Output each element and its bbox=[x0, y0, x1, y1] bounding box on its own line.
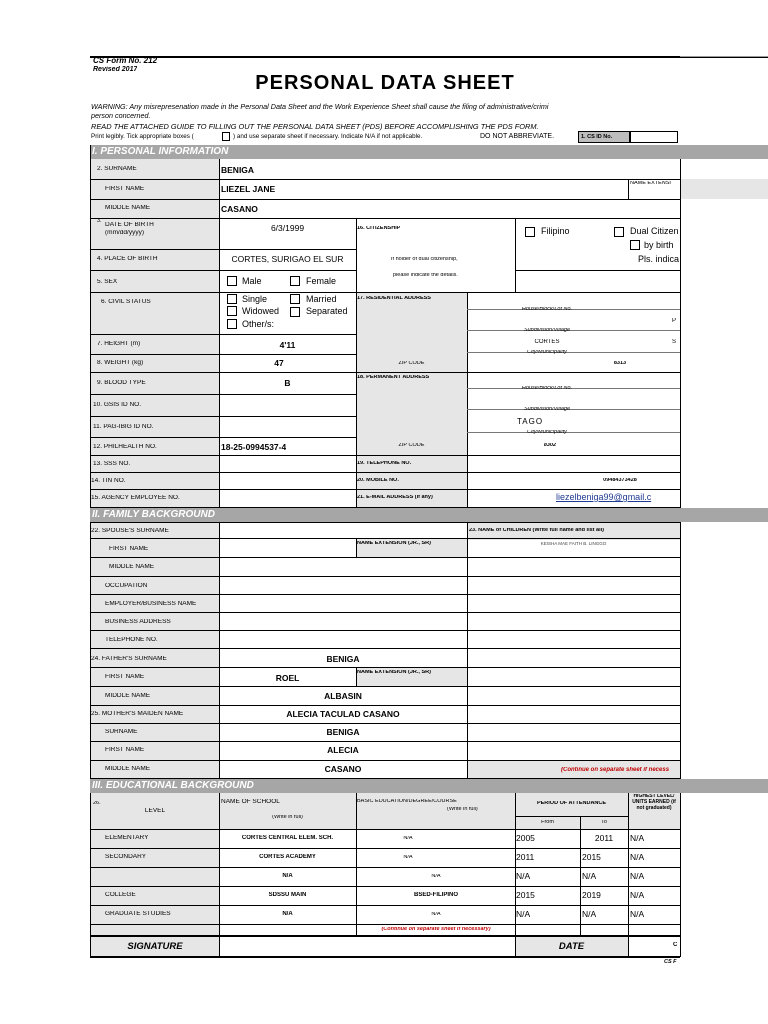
period-attendance-header: PERIOD OF ATTENDANCE bbox=[536, 801, 607, 806]
edu-to-vocational[interactable]: N/A bbox=[582, 872, 597, 881]
print-note: Print legibly. Tick appropriate boxes ( bbox=[91, 133, 194, 140]
first-name-value[interactable]: LIEZEL JANE bbox=[221, 185, 276, 194]
row-line bbox=[90, 416, 356, 417]
cs-id-label: 1. CS ID No. bbox=[581, 134, 613, 140]
pob-value[interactable]: CORTES, SURIGAO EL SUR bbox=[231, 255, 344, 264]
civil-widowed-checkbox[interactable] bbox=[227, 306, 237, 316]
gsis-label: 10. GSIS ID NO. bbox=[93, 402, 142, 408]
mother-first-name-label: FIRST NAME bbox=[105, 747, 145, 753]
row-line bbox=[90, 472, 680, 473]
father-middle-name-value[interactable]: ALBASIN bbox=[324, 692, 362, 701]
education-header: III. EDUCATIONAL BACKGROUND bbox=[90, 779, 768, 793]
father-surname-value[interactable]: BENIGA bbox=[326, 655, 360, 664]
row-line bbox=[90, 760, 680, 761]
edu-to-secondary[interactable]: 2015 bbox=[582, 853, 601, 862]
permanent-zip-label: ZIP CODE bbox=[398, 443, 425, 448]
permanent-zip-value[interactable]: 8302 bbox=[543, 443, 557, 448]
no-abbreviate-note: DO NOT ABBREVIATE. bbox=[480, 133, 555, 140]
civil-single-checkbox[interactable] bbox=[227, 294, 237, 304]
citizenship-filipino-label: Filipino bbox=[541, 227, 570, 236]
mother-surname-value[interactable]: BENIGA bbox=[326, 728, 360, 737]
school-name-sub: (Write in full) bbox=[272, 815, 303, 820]
education-level-header: LEVEL bbox=[144, 808, 166, 814]
row-line bbox=[90, 292, 680, 293]
edu-level-elementary: ELEMENTARY bbox=[105, 835, 149, 841]
blood-type-value[interactable]: B bbox=[284, 379, 291, 388]
pob-label: 4. PLACE OF BIRTH bbox=[97, 256, 158, 262]
mother-maiden-name-label: 25. MOTHER'S MAIDEN NAME bbox=[91, 711, 184, 717]
perm-subdivision-label: Subdivision/Village bbox=[523, 407, 571, 412]
mother-surname-label: SURNAME bbox=[105, 729, 138, 735]
citizenship-indicate-label: Pls. indica bbox=[638, 255, 680, 264]
citizenship-filipino-checkbox[interactable] bbox=[525, 227, 535, 237]
row-line bbox=[90, 394, 356, 395]
spouse-first-name-label: FIRST NAME bbox=[109, 546, 149, 552]
from-header: From bbox=[541, 820, 554, 825]
edu-units-graduate[interactable]: N/A bbox=[630, 910, 645, 919]
footer-right-c: C bbox=[673, 942, 678, 948]
email-value[interactable]: liezelbeniga99@gmail.c bbox=[556, 492, 652, 502]
civil-others-label: Other/s: bbox=[242, 320, 275, 329]
name-ext-shade bbox=[680, 179, 768, 199]
footer-form-ref: CS F bbox=[664, 959, 677, 965]
surname-label: 2. SURNAME bbox=[97, 166, 137, 172]
course-sub: (Write in full) bbox=[447, 807, 478, 812]
row-line bbox=[90, 538, 680, 539]
civil-single-label: Single bbox=[242, 295, 268, 304]
pagibig-label: 11. PAG-IBIG ID NO. bbox=[93, 424, 154, 430]
father-name-ext-label: NAME EXTENSION (JR., SR) bbox=[357, 670, 431, 675]
signature-field[interactable] bbox=[220, 937, 515, 956]
weight-label: 8. WEIGHT (kg) bbox=[97, 360, 144, 366]
page-title: PERSONAL DATA SHEET bbox=[255, 72, 515, 94]
col-divider bbox=[628, 793, 629, 936]
edu-level-secondary: SECONDARY bbox=[105, 854, 147, 860]
mother-first-name-value[interactable]: ALECIA bbox=[327, 746, 359, 755]
mobile-value[interactable]: 09484373428 bbox=[603, 478, 637, 483]
dob-number: 3. bbox=[97, 219, 102, 224]
sex-female-checkbox[interactable] bbox=[290, 276, 300, 286]
row-line bbox=[90, 522, 680, 523]
name-extension-label: NAME EXTENSI bbox=[630, 181, 671, 186]
edu-units-vocational[interactable]: N/A bbox=[630, 872, 645, 881]
sex-male-checkbox[interactable] bbox=[227, 276, 237, 286]
residential-zip-label: ZIP CODE bbox=[398, 361, 425, 366]
form-number: CS Form No. 212 bbox=[93, 56, 158, 65]
row-line bbox=[90, 218, 680, 219]
edu-level-college: COLLEGE bbox=[105, 892, 136, 898]
row-line bbox=[90, 557, 680, 558]
school-name-header: NAME OF SCHOOL bbox=[221, 799, 280, 805]
row-line bbox=[90, 723, 680, 724]
top-border-ext bbox=[680, 56, 768, 57]
civil-others-checkbox[interactable] bbox=[227, 319, 237, 329]
row-line bbox=[90, 630, 680, 631]
top-border bbox=[90, 56, 768, 58]
height-label: 7. HEIGHT (m) bbox=[97, 341, 141, 347]
row-line bbox=[90, 867, 680, 868]
family-continue-note: (Continue on separate sheet if necess bbox=[561, 767, 670, 773]
row-line bbox=[90, 686, 680, 687]
tin-label: 14. TIN NO. bbox=[91, 478, 126, 484]
edu-course-secondary[interactable]: N/A bbox=[403, 855, 413, 860]
edu-school-vocational[interactable]: N/A bbox=[282, 873, 293, 879]
edu-to-college[interactable]: 2019 bbox=[582, 891, 601, 900]
row-line bbox=[90, 648, 680, 649]
warning-text-2: person concerned. bbox=[91, 111, 151, 120]
dob-format: (mm/dd/yyyy) bbox=[105, 230, 144, 236]
row-line bbox=[90, 249, 356, 250]
city-municipality-label: City/Municipality bbox=[527, 350, 567, 355]
occupation-label: OCCUPATION bbox=[105, 583, 148, 589]
col-divider-5 bbox=[515, 219, 516, 292]
perm-house-block-label: House/Block/Lot No. bbox=[521, 386, 573, 391]
children-label: 23. NAME of CHILDREN (Write full name and list all) bbox=[469, 528, 604, 533]
row-line bbox=[90, 612, 680, 613]
first-name-label: FIRST NAME bbox=[105, 186, 145, 192]
residential-address-label: 17. RESIDENTIAL ADDRESS bbox=[357, 296, 431, 301]
subdivision-label: Subdivision/Village bbox=[523, 328, 571, 333]
date-label: DATE bbox=[558, 941, 585, 952]
col-divider-6 bbox=[628, 179, 629, 199]
col-divider bbox=[680, 793, 681, 936]
citizenship-label: 16. CITIZENSHIP bbox=[357, 226, 401, 231]
revised-date: Revised 2017 bbox=[93, 66, 138, 73]
education-continue-note: (Continue on separate sheet if necessary) bbox=[381, 927, 491, 932]
address-label-column bbox=[356, 292, 467, 508]
weight-value[interactable]: 47 bbox=[274, 359, 284, 368]
edu-units-elementary[interactable]: N/A bbox=[630, 834, 645, 843]
row-line bbox=[90, 334, 356, 335]
middle-name-label: MIDDLE NAME bbox=[105, 205, 151, 211]
spouse-telephone-label: TELEPHONE NO. bbox=[105, 637, 158, 643]
edu-school-graduate[interactable]: N/A bbox=[282, 911, 293, 917]
sex-female-label: Female bbox=[306, 277, 337, 286]
middle-name-value[interactable]: CASANO bbox=[221, 205, 258, 214]
row-line bbox=[90, 886, 680, 887]
row-line bbox=[90, 437, 356, 438]
edu-school-elementary[interactable]: CORTES CENTRAL ELEM. SCH. bbox=[241, 835, 334, 841]
civil-separated-label: Separated bbox=[306, 307, 348, 316]
perm-city-municipality-label: City/Municipality bbox=[527, 430, 567, 435]
sex-label: 5. SEX bbox=[97, 279, 118, 285]
spouse-surname-label: 22. SPOUSE'S SURNAME bbox=[91, 528, 169, 534]
signature-label: SIGNATURE bbox=[127, 941, 183, 952]
citizenship-dual-checkbox[interactable] bbox=[614, 227, 624, 237]
employer-label: EMPLOYER/BUSINESS NAME bbox=[105, 601, 197, 607]
civil-widowed-label: Widowed bbox=[242, 307, 280, 316]
row-line bbox=[90, 354, 356, 355]
edu-course-graduate[interactable]: N/A bbox=[431, 912, 441, 917]
permanent-address-label: 18. PERMANENT ADDRESS bbox=[357, 375, 430, 380]
edu-course-college[interactable]: BSED-FILIPINO bbox=[413, 892, 458, 898]
edu-from-secondary[interactable]: 2011 bbox=[516, 853, 535, 862]
row-line bbox=[90, 199, 680, 200]
civil-married-checkbox[interactable] bbox=[290, 294, 300, 304]
sss-label: 13. SSS NO. bbox=[93, 461, 131, 467]
course-header: BASIC EDUCATION/DEGREE/COURSE bbox=[357, 799, 457, 804]
house-block-label: House/Block/Lot No. bbox=[521, 307, 573, 312]
edu-to-graduate[interactable]: N/A bbox=[582, 910, 597, 919]
row-line bbox=[515, 816, 628, 817]
business-address-label: BUSINESS ADDRESS bbox=[105, 619, 171, 625]
row-line bbox=[90, 455, 680, 456]
col-divider-right bbox=[680, 159, 681, 508]
citizenship-note-1: If holder of dual citizenship, bbox=[391, 257, 458, 262]
surname-value[interactable]: BENIGA bbox=[221, 166, 255, 175]
row-line bbox=[90, 924, 680, 925]
father-first-name-value[interactable]: ROEL bbox=[275, 674, 300, 683]
row-line bbox=[515, 270, 680, 271]
family-background-header: II. FAMILY BACKGROUND bbox=[90, 508, 768, 522]
col-divider-4 bbox=[467, 292, 468, 508]
row-line bbox=[90, 179, 680, 180]
email-label: 21. E-MAIL ADDRESS (if any) bbox=[357, 495, 433, 500]
bottom-border bbox=[90, 956, 680, 958]
row-line bbox=[90, 667, 680, 668]
edu-from-elementary[interactable]: 2005 bbox=[516, 834, 535, 843]
dob-value[interactable]: 6/3/1999 bbox=[270, 224, 305, 233]
permanent-city-value[interactable]: TAGO bbox=[517, 418, 544, 426]
row-line bbox=[90, 372, 680, 373]
residential-city-value[interactable]: CORTES bbox=[534, 339, 560, 345]
mother-middle-name-label: MIDDLE NAME bbox=[105, 766, 151, 772]
child-1-value[interactable]: KEISHA MAE FAITH B. LINGGO bbox=[540, 541, 607, 546]
print-note-2: ) and use separate sheet if necessary. Indicate N/A if not applicable. bbox=[233, 133, 423, 140]
cs-id-field[interactable] bbox=[630, 131, 678, 143]
edu-to-elementary[interactable]: 2011 bbox=[594, 834, 614, 843]
residential-p: P bbox=[672, 318, 677, 324]
row-line bbox=[90, 741, 680, 742]
dob-label: DATE OF BIRTH bbox=[105, 222, 154, 228]
row-line bbox=[90, 576, 680, 577]
citizenship-by-birth-label: by birth bbox=[644, 241, 674, 250]
edu-level-graduate: GRADUATE STUDIES bbox=[105, 911, 171, 917]
father-first-name-label: FIRST NAME bbox=[105, 674, 145, 680]
guide-text: READ THE ATTACHED GUIDE TO FILLING OUT THE PERSONAL DATA SHEET (PDS) BEFORE ACCOMPLISHING THE PDS FORM. bbox=[91, 122, 539, 131]
civil-married-label: Married bbox=[306, 295, 337, 304]
col-divider-1 bbox=[219, 159, 220, 219]
height-value[interactable]: 4'11 bbox=[279, 341, 296, 350]
civil-status-label: 6. CIVIL STATUS bbox=[101, 299, 151, 305]
col-divider bbox=[680, 936, 681, 957]
edu-from-college[interactable]: 2015 bbox=[516, 891, 535, 900]
philhealth-value[interactable]: 18-25-0994537-4 bbox=[221, 443, 287, 452]
edu-from-vocational[interactable]: N/A bbox=[516, 872, 531, 881]
father-middle-name-label: MIDDLE NAME bbox=[105, 693, 151, 699]
highest-level-header: HIGHEST LEVEL/ UNITS EARNED (if not graduated) bbox=[632, 794, 676, 811]
mother-middle-name-value[interactable]: CASANO bbox=[324, 765, 362, 774]
residential-zip-value[interactable]: 8313 bbox=[613, 361, 627, 366]
education-number: 26. bbox=[93, 801, 101, 806]
warning-text: WARNING: Any misrepresenation made in the Personal Data Sheet and the Work Experience Sheet shall cause the filing of administrative/crimi bbox=[91, 102, 549, 111]
edu-units-college[interactable]: N/A bbox=[630, 891, 645, 900]
edu-units-secondary[interactable]: N/A bbox=[630, 853, 645, 862]
telephone-label: 19. TELEPHONE NO. bbox=[357, 461, 412, 466]
mother-maiden-name-value[interactable]: ALECIA TACULAD CASANO bbox=[286, 710, 400, 719]
edu-course-vocational[interactable]: N/A bbox=[431, 874, 441, 879]
father-surname-label: 24. FATHER'S SURNAME bbox=[91, 656, 167, 662]
row-line bbox=[90, 594, 680, 595]
row-line bbox=[90, 705, 680, 706]
col-divider-right bbox=[680, 522, 681, 779]
spouse-name-ext-label: NAME EXTENSION (JR., SR) bbox=[357, 541, 431, 546]
row-line bbox=[90, 829, 680, 830]
philhealth-label: 12. PHILHEALTH NO. bbox=[93, 444, 157, 450]
edu-school-secondary[interactable]: CORTES ACADEMY bbox=[259, 854, 316, 860]
civil-separated-checkbox[interactable] bbox=[290, 307, 300, 317]
personal-info-header: I. PERSONAL INFORMATION bbox=[90, 145, 768, 159]
edu-course-elementary[interactable]: N/A bbox=[403, 836, 413, 841]
row-line bbox=[90, 848, 680, 849]
row-line bbox=[90, 489, 680, 490]
spouse-middle-name-label: MIDDLE NAME bbox=[109, 564, 155, 570]
edu-from-graduate[interactable]: N/A bbox=[516, 910, 531, 919]
residential-s: S bbox=[672, 339, 677, 345]
sex-male-label: Male bbox=[242, 277, 262, 286]
to-header: To bbox=[601, 820, 607, 825]
row-line bbox=[90, 905, 680, 906]
citizenship-note-2: please indicate the details. bbox=[393, 273, 458, 278]
agency-employee-label: 15. AGENCY EMPLOYEE NO. bbox=[91, 495, 180, 501]
tick-sample-checkbox bbox=[222, 132, 230, 141]
blood-type-label: 9. BLOOD TYPE bbox=[97, 380, 146, 386]
citizenship-dual-label: Dual Citizen bbox=[630, 227, 679, 236]
mobile-label: 20. MOBILE NO. bbox=[357, 478, 399, 483]
citizenship-by-birth-checkbox[interactable] bbox=[630, 240, 640, 250]
edu-school-college[interactable]: SDSSU MAIN bbox=[268, 892, 307, 898]
row-line bbox=[90, 270, 356, 271]
